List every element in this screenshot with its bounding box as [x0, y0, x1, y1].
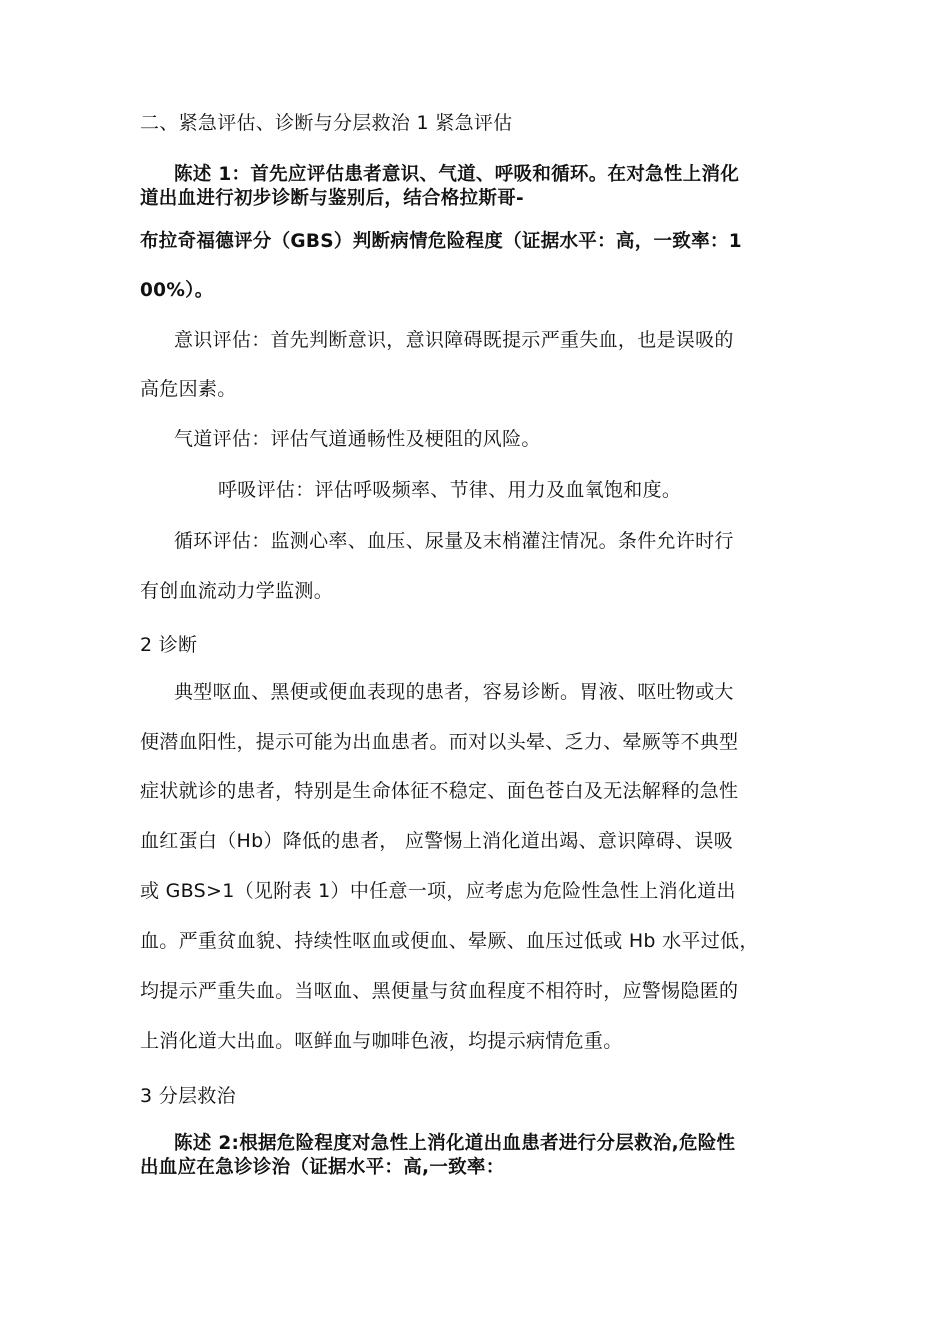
diagnosis-line2: 便潜血阳性，提示可能为出血患者。而对以头晕、乏力、晕厥等不典型 — [140, 731, 739, 753]
section-heading: 二、紧急评估、诊断与分层救治 1 紧急评估 — [140, 112, 513, 134]
diagnosis-heading: 2 诊断 — [140, 634, 198, 656]
diagnosis-line6: 血。严重贫血貌、持续性呕血或便血、晕厥、血压过低或 Hb 水平过低， — [140, 930, 759, 952]
statement1-line2: 道出血进行初步诊断与鉴别后，结合格拉斯哥- — [140, 188, 524, 209]
airway-paragraph: 气道评估：评估气道通畅性及梗阻的风险。 — [174, 428, 541, 450]
statement1-line1: 陈述 1：首先应评估患者意识、气道、呼吸和循环。在对急性上消化 — [174, 164, 740, 185]
diagnosis-line8: 上消化道大出血。呕鲜血与咖啡色液，均提示病情危重。 — [140, 1030, 623, 1052]
diagnosis-line3: 症状就诊的患者，特别是生命体征不稳定、面色苍白及无法解释的急性 — [140, 780, 739, 802]
diagnosis-line4: 血红蛋白（Hb）降低的患者， 应警惕上消化道出竭、意识障碍、误吸 — [140, 830, 733, 852]
consciousness-line2: 高危因素。 — [140, 378, 237, 400]
diagnosis-line1: 典型呕血、黑便或便血表现的患者，容易诊断。胃液、呕吐物或大 — [174, 681, 734, 703]
circulation-line2: 有创血流动力学监测。 — [140, 580, 334, 602]
diagnosis-line7: 均提示严重失血。当呕血、黑便量与贫血程度不相符时，应警惕隐匿的 — [140, 980, 739, 1002]
stratified-heading: 3 分层救治 — [140, 1085, 236, 1107]
consciousness-line1: 意识评估：首先判断意识，意识障碍既提示严重失血，也是误吸的 — [174, 329, 734, 351]
diagnosis-line5: 或 GBS>1（见附表 1）中任意一项，应考虑为危险性急性上消化道出 — [140, 880, 736, 902]
breathing-paragraph: 呼吸评估：评估呼吸频率、节律、用力及血氧饱和度。 — [218, 479, 682, 501]
statement1-line3: 布拉奇福德评分（GBS）判断病情危险程度（证据水平：高，一致率：1 — [140, 231, 742, 252]
circulation-line1: 循环评估：监测心率、血压、尿量及末梢灌注情况。条件允许时行 — [174, 530, 734, 552]
statement2-line1: 陈述 2:根据危险程度对急性上消化道出血患者进行分层救治,危险性 — [174, 1133, 736, 1154]
statement2-line2: 出血应在急诊诊治（证据水平：高,一致率： — [140, 1157, 505, 1178]
statement1-line4: 00%）。 — [140, 280, 214, 301]
